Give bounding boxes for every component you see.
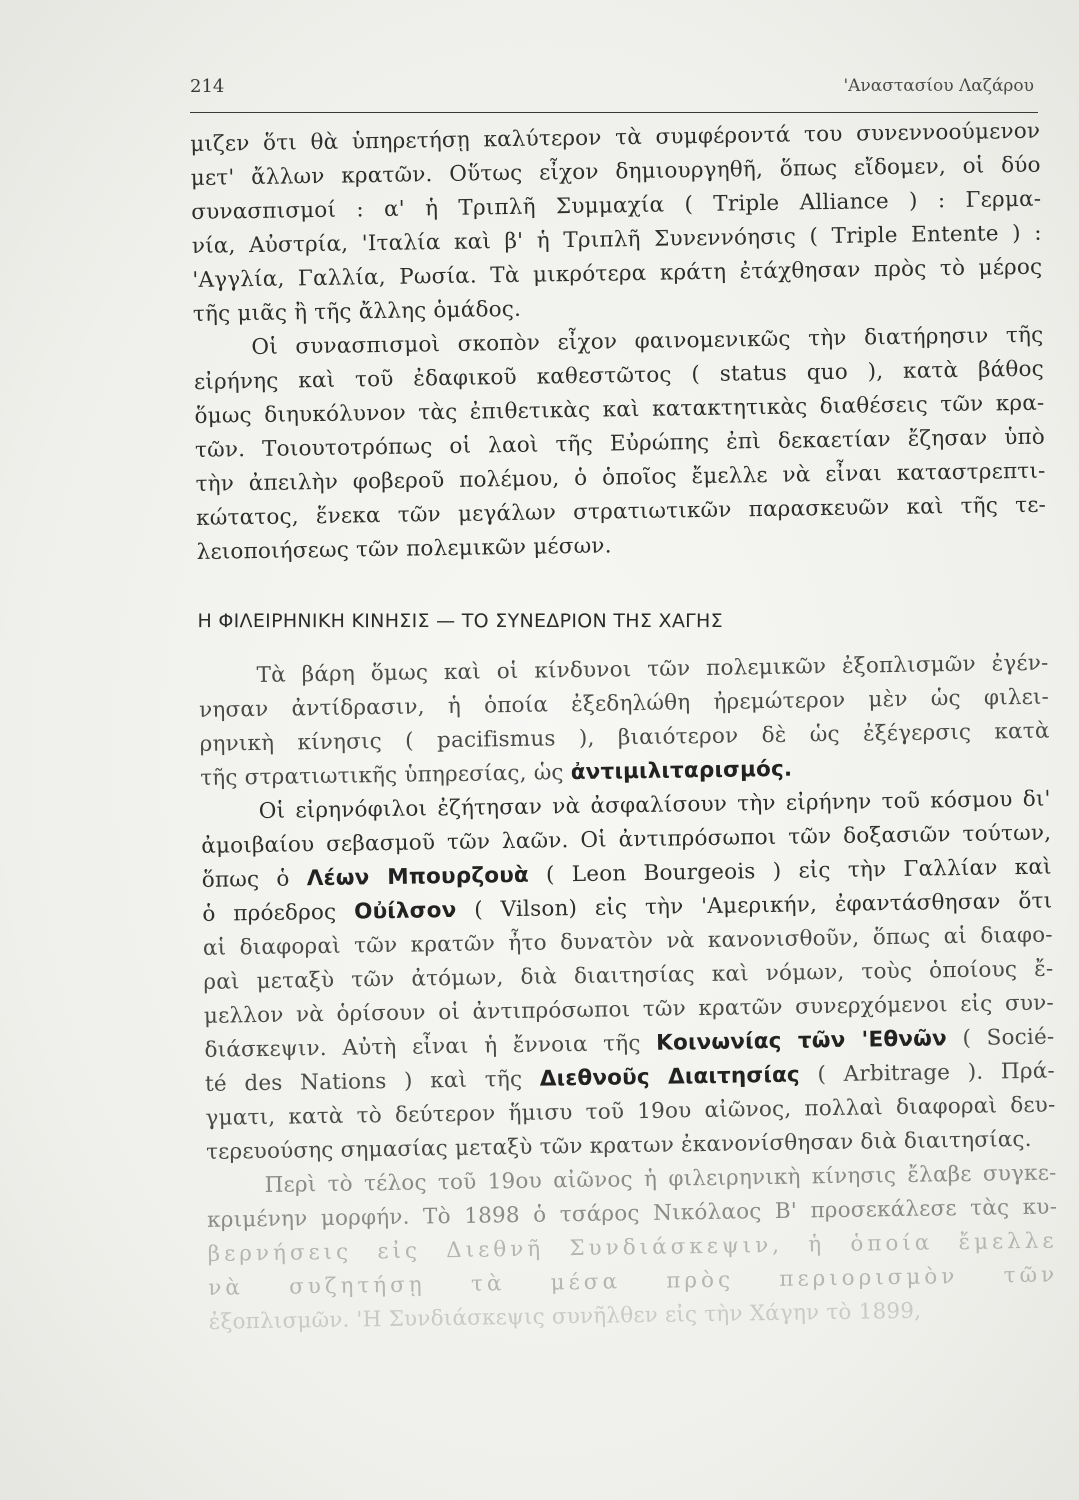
text-segment: ( Leon Bourgeois ) εἰς τὴν Γαλλίαν καὶ [528,854,1052,888]
text-line: ρηνικὴ κίνησις ( pacifismus ), βιαιότερον δὲ ὡς ἐξέγερσις κατὰ [199,718,1050,757]
bold-term: Λέων Μπουρζουὰ [306,862,530,892]
text-line: Οἱ συνασπισμοὶ σκοπὸν εἶχον φαινομενικῶς τὴν διατήρησιν τῆς [251,322,1044,361]
text-line: ἀμοιβαίου σεβασμοῦ τῶν λαῶν. Οἱ ἀντιπρόσωποι τῶν δοξασιῶν τούτων, [201,820,1052,859]
text-segment: ὁ πρόεδρος [202,899,355,927]
running-header [190,72,1038,113]
text-segment: té des Nations ) καὶ τῆς [204,1066,541,1097]
text-line: λειοποιήσεως τῶν πολεμικῶν μέσων. [196,533,612,565]
paragraph [198,647,1050,796]
bold-term: ἀντιμιλιταρισμός. [570,756,793,786]
paragraph [200,783,1056,1170]
text-line: μελλον νὰ ὁρίσουν οἱ ἀντιπρόσωποι τῶν κρατῶν συνερχόμενοι εἰς συν- [203,990,1055,1029]
text-line: μιζεν ὅτι θὰ ὑπηρετήσῃ καλύτερον τὰ συμφέροντά του συνεννοούμενον [190,118,1041,157]
text-segment: ( Arbitrage ). Πρά- [799,1058,1056,1088]
text-segment: ( Vilson) εἰς τὴν 'Αμερικήν, ἐφαντάσθησαν ὅτι [456,888,1053,923]
bold-term: Διεθνοῦς Διαιτησίας [539,1062,801,1092]
text-line: εἰρήνης καὶ τοῦ ἐδαφικοῦ καθεστῶτος ( status quo ), κατὰ βάθος [193,356,1045,395]
text-line: ὅμως διηυκόλυνον τὰς ἐπιθετικὰς καὶ κατακτητικὰς διαθέσεις τῶν κρα- [194,390,1045,429]
text-segment: ( Socié- [946,1024,1055,1052]
paragraph [206,1157,1059,1340]
text-line: νία, Αὐστρία, 'Ιταλία καὶ β' ἡ Τριπλῆ Συνεννόησις ( Triple Entente ) : [191,220,1042,259]
text-line: νησαν ἀντίδρασιν, ἡ ὁποία ἐξεδηλώθη ἠρεμώτερον μὲν ὡς φιλει- [198,684,1050,723]
text-line: ἐξοπλισμῶν. 'Η Συνδιάσκεψις συνῆλθεν εἰς τὴν Χάγην τὸ 1899, [208,1298,922,1335]
text-segment: τῆς στρατιωτικῆς ὑπηρεσίας, ὡς [200,760,571,791]
section-heading: Η ΦΙΛΕΙΡΗΝΙΚΗ ΚΙΝΗΣΙΣ — ΤΟ ΣΥΝΕΔΡΙΟΝ ΤΗΣ ΧΑΓΗΣ [197,609,723,632]
bold-term: Κοινωνίας τῶν 'Εθνῶν [655,1026,948,1056]
text-segment: ὅπως ὁ [201,866,307,893]
running-title: 'Αναστασίου Λαζάρου [843,76,1034,96]
text-line: ραὶ μεταξὺ τῶν ἀτόμων, διὰ διαιτησίας καὶ νόμων, τοὺς ὁποίους ἔ- [203,956,1054,995]
text-line: κριμένην μορφήν. Τὸ 1898 ὁ τσάρος Νικόλαος Β' προσεκάλεσε τὰς κυ- [206,1194,1058,1233]
text-line: Τὰ βάρη ὅμως καὶ οἱ κίνδυνοι τῶν πολεμικῶν ἐξοπλισμῶν ἐγέν- [256,650,1049,689]
text-line: κώτατος, ἕνεκα τῶν μεγάλων στρατιωτικῶν παρασκευῶν καὶ τῆς τε- [195,492,1047,531]
page-number: 214 [190,76,225,97]
text-line: βερνήσεις εἰς Διεθνῆ Συνδιάσκεψιν, ἡ ὁποία ἔμελλε [207,1228,1058,1267]
text-line: αἱ διαφοραὶ τῶν κρατῶν ἦτο δυνατὸν νὰ κανονισθοῦν, ὅπως αἱ διαφο- [202,922,1053,961]
text-segment: διάσκεψιν. Αὐτὴ εἶναι ἡ ἔννοια τῆς [204,1030,657,1063]
paragraph [193,319,1047,570]
text-line: τῶν. Τοιουτοτρόπως οἱ λαοὶ τῆς Εὐρώπης ἐπὶ δεκαετίαν ἔζησαν ὑπὸ [194,424,1046,463]
bold-term: Οὐίλσον [353,897,457,925]
text-line: τερευούσης σημασίας μεταξὺ τῶν κρατων ἐκανονίσθησαν διὰ διαιτησίας. [205,1126,1032,1165]
paragraph [190,115,1043,332]
text-line: Οἱ εἰρηνόφιλοι ἐζήτησαν νὰ ἀσφαλίσουν τὴν εἰρήνην τοῦ κόσμου δι' [258,786,1051,825]
body-text [190,115,1059,1340]
text-line: νὰ συζητήσῃ τὰ μέσα πρὸς περιορισμὸν τῶν [208,1262,1059,1301]
text-line: 'Αγγλία, Γαλλία, Ρωσία. Τὰ μικρότερα κράτη ἐτάχθησαν πρὸς τὸ μέρος [192,254,1043,293]
text-line: τὴν ἀπειλὴν φοβεροῦ πολέμου, ὁ ὁποῖος ἔμελλε νὰ εἶναι καταστρεπτι- [195,458,1046,497]
text-line: γματι, κατὰ τὸ δεύτερον ἥμισυ τοῦ 19ου αἰῶνος, πολλαὶ διαφοραὶ δευ- [205,1092,1056,1131]
text-line: Περὶ τὸ τέλος τοῦ 19ου αἰῶνος ἡ φιλειρηνικὴ κίνησις ἔλαβε συγκε- [264,1160,1057,1198]
text-line: τῆς μιᾶς ἢ τῆς ἄλλης ὁμάδος. [192,296,522,327]
text-line: μετ' ἄλλων κρατῶν. Οὕτως εἶχον δημιουργηθῆ, ὅπως εἴδομεν, οἱ δύο [190,152,1041,191]
text-line: συνασπισμοί : α' ἡ Τριπλῆ Συμμαχία ( Triple Alliance ) : Γερμα- [191,186,1042,225]
